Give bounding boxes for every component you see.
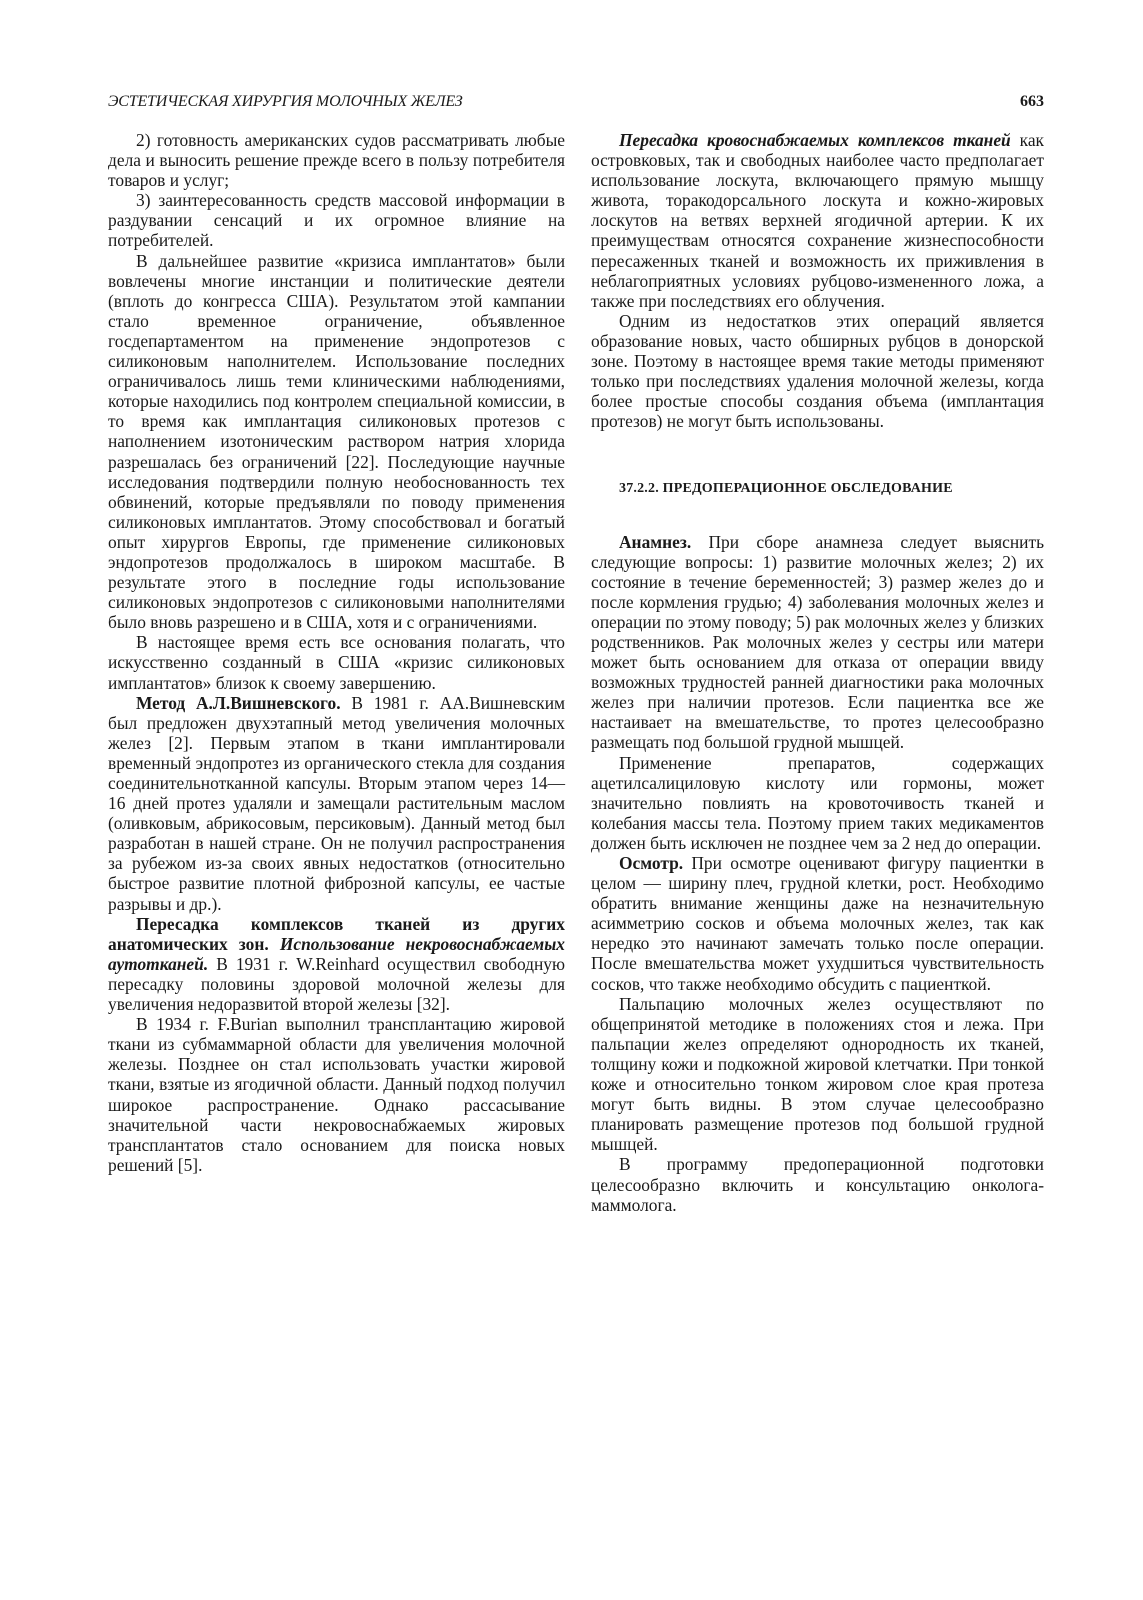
left-column <box>108 130 565 1175</box>
run-in-heading: Метод А.Л.Вишневского. <box>136 692 341 713</box>
paragraph: Одним из недостатков этих операций является образование новых, часто обширных рубцов в донорской зоне. Поэтому в настоящее время такие методы применяют только при последствиях удаления молочной железы, когда более простые способы создания объема (имплантация протезов) не могут быть использованы. <box>591 310 1044 432</box>
paragraph <box>108 693 565 914</box>
paragraph-text: как островковых, так и свободных наиболее часто предполагает использование лоскута, включающего прямую мышцу живота, торакодорсального лоскута и кожно-жировых лоскутов на ветвях верхней ягодичной артерии. К их преимуществам относятся сохранение жизнеспособности пересаженных тканей и возможность их приживления в неблагоприятных условиях рубцово-измененного ложа, а также при последствиях его облучения. <box>591 130 1044 311</box>
section-heading: 37.2.2. ПРЕДОПЕРАЦИОННОЕ ОБСЛЕДОВАНИЕ <box>619 481 953 497</box>
paragraph-text: В 1981 г. АА.Вишневским был предложен двухэтапный метод увеличения молочных желез [2]. Первым этапом в ткани имплантировали временный эндопротез из органического стекла для создания соединительнотканной капсулы. Вторым этапом через 14—16 дней протез удаляли и замещали растительным маслом (оливковым, абрикосовым, персиковым). Данный метод был разработан в нашей стране. Он не получил распространения за рубежом из-за своих явных недостатков (относительно быстрое развитие плотной фиброзной капсулы, ее частые разрывы и др.). <box>108 692 566 914</box>
run-in-subheading: Использование некровоснабжаемых аутотканей. <box>108 933 565 974</box>
paragraph: В настоящее время есть все основания полагать, что искусственно созданный в США «кризис силиконовых имплантатов» близок к своему завершению. <box>108 632 565 693</box>
run-in-heading: Анамнез. <box>619 531 692 552</box>
page-number: 663 <box>1020 93 1044 110</box>
run-in-heading: Пересадка комплексов тканей из других анатомических зон. <box>108 913 565 954</box>
paragraph: В дальнейшее развитие «кризиса имплантатов» были вовлечены многие инстанции и политические деятели (вплоть до конгресса США). Результатом этой кампании стало временное ограничение, объявленное госдепартаментом на применение эндопротезов с силиконовым наполнителем. Использование последних ограничивалось лишь теми клиническими наблюдениями, которые находились под контролем специальной комиссии, в то время как имплантация силиконовых протезов с наполнением изотоническим раствором натрия хлорида разрешалась без ограничений [22]. Последующие научные исследования подтвердили полную необоснованность тех обвинений, которые предъявляли по поводу применения силиконовых имплантатов. Этому способствовал и богатый опыт хирургов Европы, где применение силиконовых эндопротезов продолжалось в широком масштабе. В результате этого в последние годы использование силиконовых эндопротезов с силиконовыми наполнителями было вновь разрешено и в США, хотя и с ограничениями. <box>108 250 565 633</box>
paragraph: 2) готовность американских судов рассматривать любые дела и выносить решение прежде всего в пользу потребителя товаров и услуг; <box>108 130 565 191</box>
paragraph: В 1934 г. F.Burian выполнил трансплантацию жировой ткани из субмаммарной области для увеличения молочной железы. Позднее он стал использовать участки жировой ткани, взятые из ягодичной области. Данный подход получил широкое распространение. Однако рассасывание значительной части некровоснабжаемых жировых трансплантатов стало основанием для поиска новых решений [5]. <box>108 1014 565 1175</box>
paragraph-text: При осмотре оценивают фигуру пациентки в целом — ширину плеч, грудной клетки, рост. Необходимо обратить внимание женщины даже на незначительную асимметрию сосков и объема молочных желез, так как нередко это начинают замечать только после операции. После вмешательства может ухудшиться чувствительность сосков, что также необходимо обсудить с пациенткой. <box>591 853 1044 994</box>
paragraph-text: В 1931 г. W.Reinhard осуществил свободную пересадку половины здоровой молочной железы для увеличения недоразвитой второй железы [32]. <box>108 953 565 1015</box>
paragraph: В программу предоперационной подготовки целесообразно включить и консультацию онколога-маммолога. <box>591 1154 1044 1215</box>
paragraph <box>591 130 1044 311</box>
paragraph: 3) заинтересованность средств массовой информации в раздувании сенсаций и их огромное влияние на потребителей. <box>108 190 565 251</box>
paragraph: Применение препаратов, содержащих ацетилсалициловую кислоту или гормоны, может значительно повлиять на кровоточивость тканей и колебания массы тела. Поэтому прием таких медикаментов должен быть исключен не позднее чем за 2 нед до операции. <box>591 752 1044 853</box>
run-in-heading: Пересадка кровоснабжаемых комплексов тканей <box>619 130 1011 150</box>
run-in-heading: Осмотр. <box>619 853 684 873</box>
paragraph: Пальпацию молочных желез осуществляют по общепринятой методике в положениях стоя и лежа. При пальпации желез определяют однородность их тканей, толщину кожи и подкожной жировой клетчатки. При тонкой коже и относительно тонком жировом слое края протеза могут быть видны. В этом случае целесообразно планировать размещение протезов под большой грудной мышцей. <box>591 993 1044 1155</box>
paragraph <box>591 532 1044 753</box>
paragraph <box>108 914 565 1014</box>
paragraph <box>591 853 1044 994</box>
running-head: ЭСТЕТИЧЕСКАЯ ХИРУРГИЯ МОЛОЧНЫХ ЖЕЛЕЗ <box>108 93 463 110</box>
right-column <box>591 130 1044 1215</box>
paragraph-text: При сборе анамнеза следует выяснить следующие вопросы: 1) развитие молочных желез; 2) их состояние в течение беременностей; 3) размер желез до и после кормления грудью; 4) заболевания молочных желез и операции по этому поводу; 5) рак молочных желез у близких родственников. Рак молочных желез у сестры или матери может быть основанием для отказа от операции ввиду возможных трудностей ранней диагностики рака молочных желез при наличии протезов. Если пациентка все же настаивает на вмешательстве, то протез целесообразно размещать под большой грудной мышцей. <box>591 531 1044 753</box>
